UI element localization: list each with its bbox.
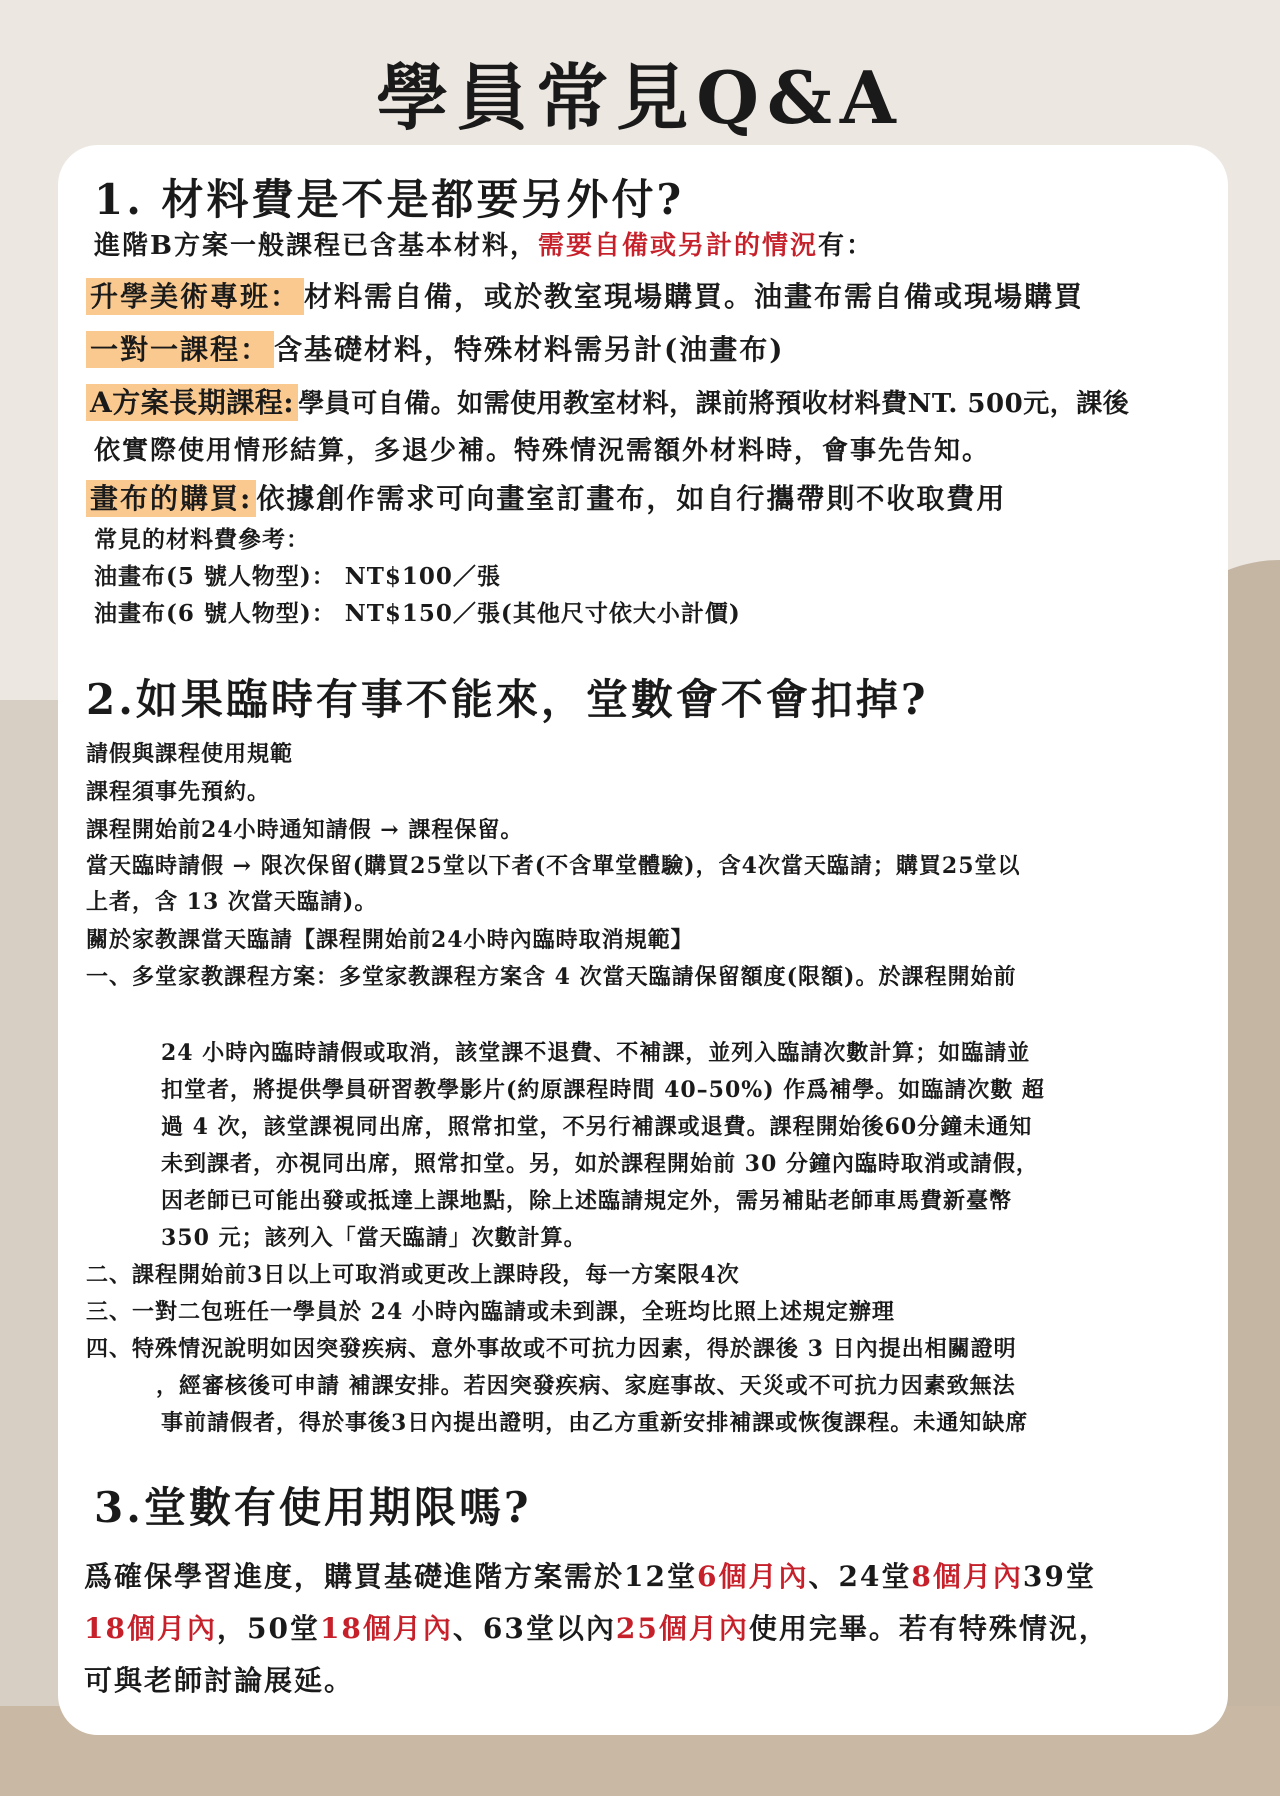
page-title: 學員常見Q&A <box>376 55 904 140</box>
policy-item: 三、一對二包班任一學員於 24 小時內臨請或未到課，全班均比照上述規定辦理 <box>86 1299 895 1325</box>
usage-period: 18個月內 <box>84 1612 217 1645</box>
material-row <box>86 381 1129 421</box>
policy-line: 關於家教課當天臨請【課程開始前24小時內臨時取消規範】 <box>86 927 694 953</box>
usage-text: 、24堂 <box>808 1560 912 1593</box>
usage-period: 6個月內 <box>696 1560 809 1593</box>
qa-card <box>58 145 1228 1735</box>
usage-text: 爲確保學習進度，購買基礎進階方案需於12堂 <box>84 1560 697 1593</box>
policy-detail-line: 未到課者，亦視同出席，照常扣堂。另，如於課程開始前 30 分鐘內臨時取消或請假， <box>161 1151 1039 1177</box>
policy-line: 課程開始前24小時通知請假 → 課程保留。 <box>86 817 524 843</box>
usage-text: 使用完畢。若有特殊情況， <box>748 1612 1109 1645</box>
policy-item-continued: ，經審核後可申請 補課安排。若因突發疾病、家庭事故、天災或不可抗力因素致無法 <box>156 1373 1016 1399</box>
intro-text: 進階B方案一般課程已含基本材料， <box>94 231 538 261</box>
material-ref-item: 油畫布(5 號人物型)： NT$100／張 <box>94 563 501 590</box>
policy-item-continued: 事前請假者，得於事後3日內提出證明，由乙方重新安排補課或恢復課程。未通知缺席 <box>161 1410 1029 1436</box>
row-label: 畫布的購買: <box>86 480 256 517</box>
usage-text: ，50堂 <box>216 1612 320 1645</box>
material-row <box>86 328 785 368</box>
row-label: A方案長期課程: <box>86 384 298 421</box>
policy-line: 課程須事先預約。 <box>86 779 271 805</box>
question-1-intro <box>94 225 874 262</box>
policy-detail-line: 扣堂者，將提供學員研習教學影片(約原課程時間 40–50%) 作爲補學。如臨請次數 超 <box>161 1077 1045 1103</box>
intro-text-end: 有： <box>818 231 875 261</box>
policy-line: 當天臨時請假 → 限次保留(購買25堂以下者(不含單堂體驗)，含4次當天臨請；購買25堂以 <box>86 853 1021 879</box>
row-text: 依據創作需求可向畫室訂畫布，如自行攜帶則不收取費用 <box>256 482 1007 515</box>
material-ref-item: 油畫布(6 號人物型)： NT$150／張(其他尺寸依大小計價) <box>94 600 741 627</box>
usage-period: 18個月內 <box>319 1612 453 1645</box>
row-text: 學員可自備。如需使用教室材料，課前將預收材料費NT. 500元，課後 <box>298 389 1130 419</box>
policy-item: 四、特殊情況說明如因突發疾病、意外事故或不可抗力因素，得於課後 3 日內提出相關證明 <box>86 1336 1017 1362</box>
policy-detail-line: 因老師已可能出發或抵達上課地點，除上述臨請規定外，需另補貼老師車馬費新臺幣 <box>161 1188 1013 1214</box>
question-1-heading: 1. 材料費是不是都要另外付? <box>94 175 685 224</box>
intro-highlight: 需要自備或另計的情況 <box>537 231 818 261</box>
usage-text: 、63堂以內 <box>452 1612 616 1645</box>
usage-period-line <box>84 1607 1109 1647</box>
material-row <box>86 477 1006 517</box>
row-label: 一對一課程： <box>86 331 274 368</box>
usage-text: 39堂 <box>1022 1560 1096 1593</box>
policy-detail-line: 24 小時內臨時請假或取消，該堂課不退費、不補課，並列入臨請次數計算；如臨請並 <box>161 1040 1031 1066</box>
policy-detail-line: 過 4 次，該堂課視同出席，照常扣堂，不另行補課或退費。課程開始後60分鐘未通知 <box>161 1114 1033 1140</box>
policy-item: 二、課程開始前3日以上可取消或更改上課時段，每一方案限4次 <box>86 1262 740 1288</box>
policy-line: 上者，含 13 次當天臨請)。 <box>86 889 378 915</box>
policy-line: 一、多堂家教課程方案：多堂家教課程方案含 4 次當天臨請保留額度(限額)。於課程開始前 <box>86 964 1017 990</box>
usage-period: 8個月內 <box>911 1560 1023 1593</box>
material-ref-title: 常見的材料費參考： <box>94 526 310 553</box>
policy-line: 請假與課程使用規範 <box>86 741 294 767</box>
usage-period-line <box>84 1555 1096 1595</box>
row-text: 含基礎材料，特殊材料需另計(油畫布) <box>274 333 785 366</box>
material-row-continued: 依實際使用情形結算，多退少補。特殊情況需額外材料時，會事先告知。 <box>94 436 991 466</box>
question-3-heading: 3.堂數有使用期限嗎? <box>94 1483 532 1532</box>
row-label: 升學美術專班： <box>86 278 304 315</box>
row-text: 材料需自備，或於教室現場購買。油畫布需自備或現場購買 <box>304 280 1085 313</box>
question-2-heading: 2.如果臨時有事不能來，堂數會不會扣掉? <box>86 675 929 724</box>
usage-period-line: 可與老師討論展延。 <box>84 1664 355 1697</box>
usage-period: 25個月內 <box>615 1612 749 1645</box>
policy-detail-line: 350 元；該列入「當天臨請」次數計算。 <box>161 1225 587 1251</box>
material-row <box>86 275 1084 315</box>
